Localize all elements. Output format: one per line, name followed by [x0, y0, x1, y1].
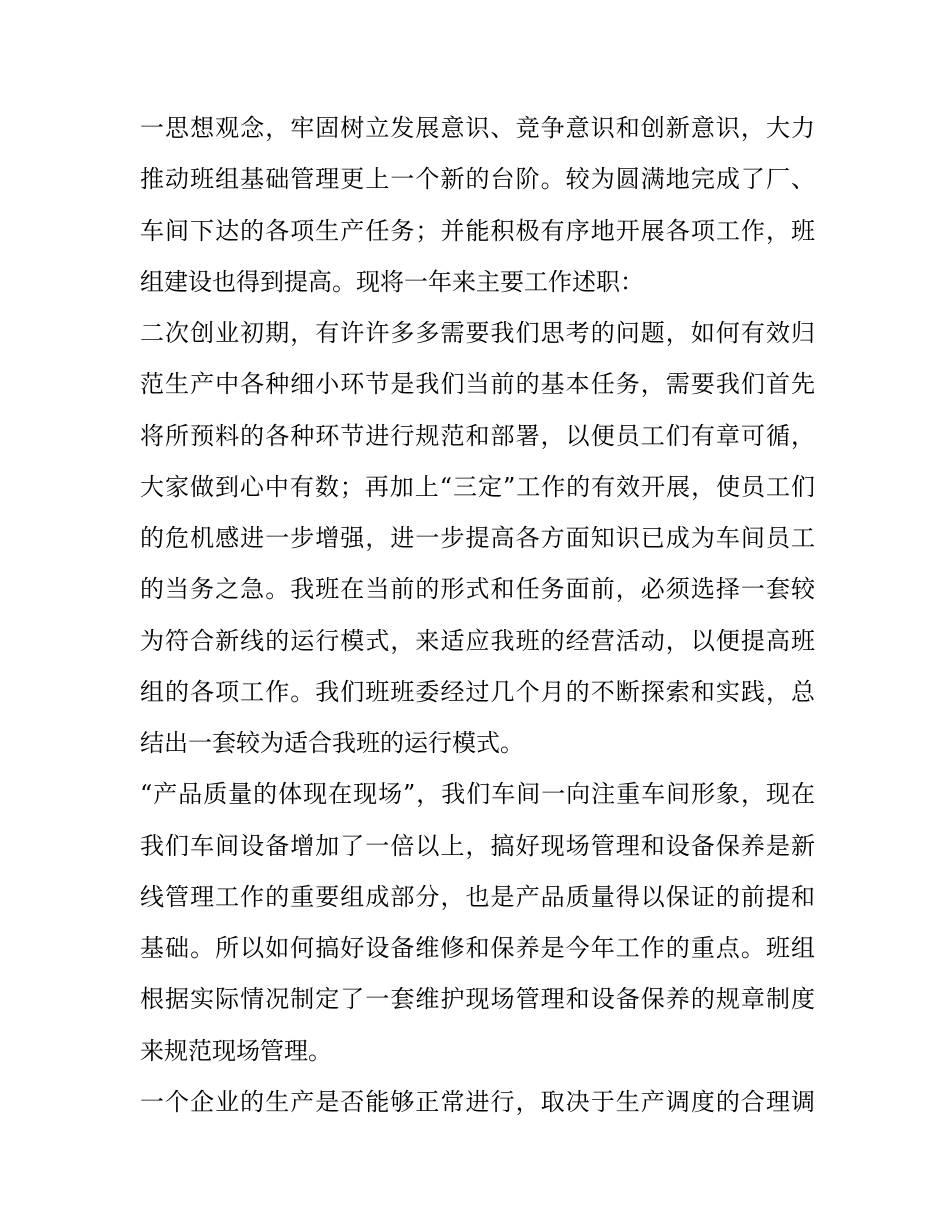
- text-line: “产品质量的体现在现场”，我们车间一向注重车间形象，现在: [140, 780, 815, 809]
- text-line: 推动班组基础管理更上一个新的台阶。较为圆满地完成了厂、: [140, 165, 815, 194]
- text-line: 大家做到心中有数；再加上“三定”工作的有效开展，使员工们: [140, 472, 815, 501]
- text-line: 组建设也得到提高。现将一年来主要工作述职：: [140, 267, 644, 296]
- text-line: 组的各项工作。我们班班委经过几个月的不断探索和实践，总: [140, 677, 815, 706]
- text-line: 的危机感进一步增强，进一步提高各方面知识已成为车间员工: [140, 524, 815, 552]
- text-line: 来规范现场管理。: [140, 1036, 332, 1065]
- text-line: 二次创业初期，有许许多多需要我们思考的问题，如何有效归: [140, 319, 815, 347]
- document-body: [140, 103, 815, 1128]
- text-line: 一个企业的生产是否能够正常进行，取决于生产调度的合理调: [140, 1087, 815, 1116]
- text-line: 一思想观念，牢固树立发展意识、竞争意识和创新意识，大力: [140, 114, 815, 142]
- text-line: 车间下达的各项生产任务；并能积极有序地开展各项工作，班: [140, 216, 815, 245]
- paragraph-site-management: [140, 769, 815, 1077]
- text-line: 将所预料的各种环节进行规范和部署，以便员工们有章可循，: [140, 421, 815, 450]
- text-line: 为符合新线的运行模式，来适应我班的经营活动，以便提高班: [140, 626, 815, 655]
- text-line: 根据实际情况制定了一套维护现场管理和设备保养的规章制度: [140, 985, 815, 1014]
- text-line: 线管理工作的重要组成部分，也是产品质量得以保证的前提和: [140, 882, 815, 911]
- text-line: 结出一套较为适合我班的运行模式。: [140, 729, 524, 757]
- text-line: 基础。所以如何搞好设备维修和保养是今年工作的重点。班组: [140, 934, 815, 962]
- text-line: 我们车间设备增加了一倍以上，搞好现场管理和设备保养是新: [140, 831, 815, 860]
- paragraph-operating-mode: [140, 308, 815, 769]
- text-line: 的当务之急。我班在当前的形式和任务面前，必须选择一套较: [140, 575, 815, 604]
- paragraph-production-scheduling: [140, 1077, 815, 1128]
- paragraph-intro: [140, 103, 815, 308]
- text-line: 范生产中各种细小环节是我们当前的基本任务，需要我们首先: [140, 370, 815, 399]
